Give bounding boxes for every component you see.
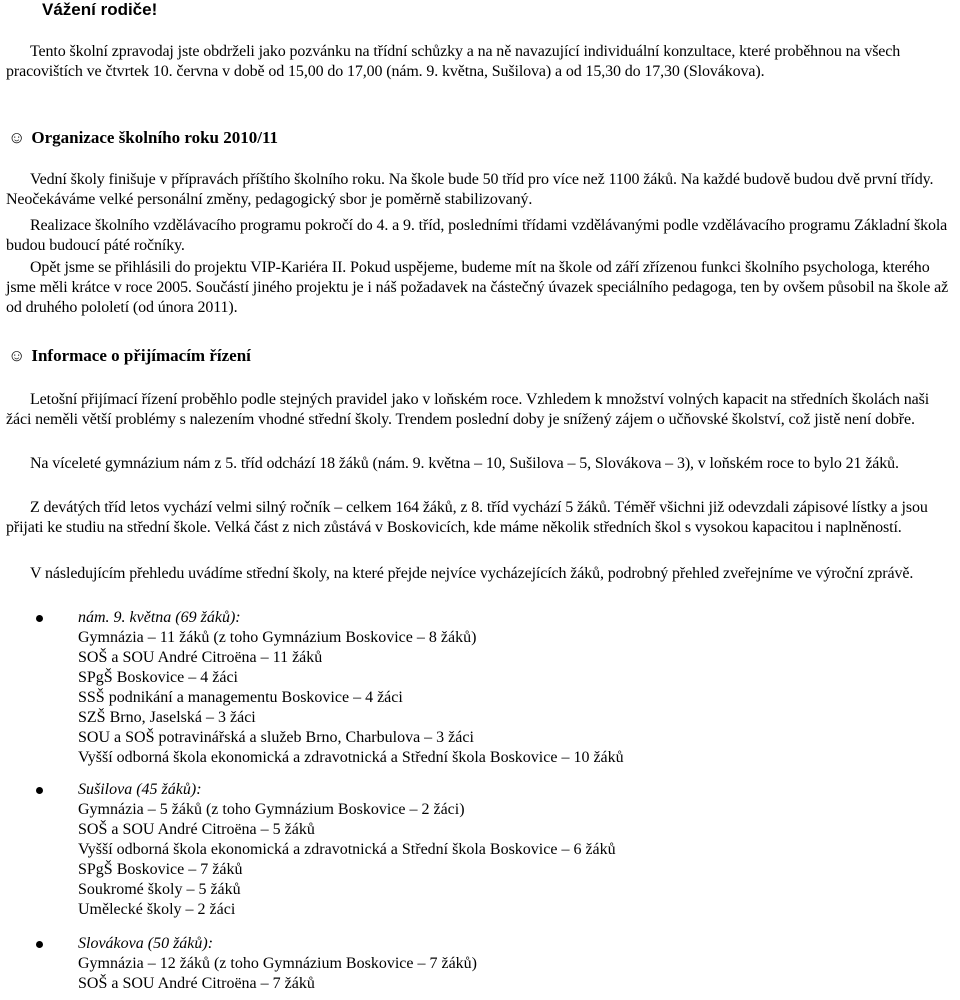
list-item: SZŠ Brno, Jaselská – 3 žáci: [78, 709, 256, 726]
intro-paragraph: Tento školní zpravodaj jste obdrželi jako pozvánku na třídní schůzky a na ně navazující individuální konzultace, které proběhnou na všech pracovištích ve čtvrtek 10. června v době od 15,00 do 17,00 (nám. 9. května, Sušilova) a od 15,30 do 17,30 (Slovákova).: [6, 43, 901, 80]
list-item: Gymnázia – 11 žáků (z toho Gymnázium Boskovice – 8 žáků): [78, 629, 477, 646]
list-title: [6, 608, 954, 628]
bullet-icon: [36, 615, 43, 622]
list-item: SOU a SOŠ potravinářská a služeb Brno, Charbulova – 3 žáci: [78, 729, 474, 746]
paragraph: Na víceleté gymnázium nám z 5. tříd odchází 18 žáků (nám. 9. května – 10, Sušilova – 5, Slovákova – 3), v loňském roce to bylo 21 žáků.: [30, 455, 899, 472]
list-item: SPgŠ Boskovice – 7 žáků: [78, 861, 243, 878]
list-item: SOŠ a SOU André Citroëna – 11 žáků: [78, 649, 323, 666]
paragraph: Vední školy finišuje v přípravách příštího školního roku. Na škole bude 50 tříd pro více než 1100 žáků. Na každé budově budou dvě první třídy. Neočekáváme velké personální změny, pedagogický sbor je poměrně stabilizovaný.: [6, 171, 934, 208]
list-title-text: Sušilova (45 žáků):: [78, 781, 202, 798]
list-item: SOŠ a SOU André Citroëna – 7 žáků: [78, 975, 315, 992]
list-item: Umělecké školy – 2 žáci: [78, 901, 236, 918]
school-list-slovakova: [6, 934, 954, 994]
list-item: SSŠ podnikání a managementu Boskovice – 4 žáci: [78, 689, 403, 706]
bullet-icon: [36, 941, 43, 948]
list-item: SPgŠ Boskovice – 4 žáci: [78, 669, 238, 686]
paragraph: Z devátých tříd letos vychází velmi silný ročník – celkem 164 žáků, z 8. tříd vychází 5 žáků. Téměř všichni již odevzdali zápisové lístky a jsou přijati ke studiu na střední škole. Velká část z nich zůstává v Boskovicích, kde máme několik středních škol s vysokou kapacitou i naplněností.: [6, 499, 928, 536]
list-title: [6, 934, 954, 954]
list-title-text: Slovákova (50 žáků):: [78, 935, 214, 952]
section-heading-organizace: [8, 128, 278, 148]
school-list-nam-9-kvetna: [6, 608, 954, 768]
section-title: Informace o přijímacím řízení: [31, 346, 251, 365]
list-title: [6, 780, 954, 800]
paragraph: Opět jsme se přihlásili do projektu VIP-Kariéra II. Pokud uspějeme, budeme mít na škole od září zřízenou funkci školního psychologa, kterého jsme měli krátce v roce 2005. Součástí jiného projektu je i náš požadavek na částečný úvazek speciálního pedagoga, ten by ovšem působil na škole až od druhého pololetí (od února 2011).: [6, 259, 949, 316]
school-list-susilova: [6, 780, 954, 920]
salutation: Vážení rodiče!: [42, 0, 158, 19]
section-title: Organizace školního roku 2010/11: [31, 128, 279, 147]
list-item: Gymnázia – 5 žáků (z toho Gymnázium Boskovice – 2 žáci): [78, 801, 465, 818]
list-item: Vyšší odborná škola ekonomická a zdravotnická a Střední škola Boskovice – 6 žáků: [78, 841, 616, 858]
paragraph: Letošní přijímací řízení proběhlo podle stejných pravidel jako v loňském roce. Vzhledem k množství volných kapacit na středních školách naši žáci neměli větší problémy s nalezením vhodné střední školy. Trendem poslední doby je snížený zájem o učňovské školství, což jistě není dobře.: [6, 391, 930, 428]
list-item: Vyšší odborná škola ekonomická a zdravotnická a Střední škola Boskovice – 10 žáků: [78, 749, 624, 766]
list-item: Soukromé školy – 5 žáků: [78, 881, 241, 898]
bullet-icon: [36, 787, 43, 794]
section-heading-prijimaci-rizeni: [8, 346, 251, 366]
list-title-text: nám. 9. května (69 žáků):: [78, 609, 241, 626]
paragraph: Realizace školního vzdělávacího programu pokročí do 4. a 9. tříd, posledními třídami vzdělávanými podle vzdělávacího programu Základní škola budou budoucí páté ročníky.: [6, 217, 948, 254]
list-item: SOŠ a SOU André Citroëna – 5 žáků: [78, 821, 315, 838]
smiley-icon: ☺: [8, 128, 26, 147]
list-item: Gymnázia – 12 žáků (z toho Gymnázium Boskovice – 7 žáků): [78, 955, 477, 972]
paragraph: V následujícím přehledu uvádíme střední školy, na které přejde nejvíce vycházejících žáků, podrobný přehled zveřejníme ve výroční zprávě.: [30, 565, 914, 582]
smiley-icon: ☺: [8, 346, 26, 365]
